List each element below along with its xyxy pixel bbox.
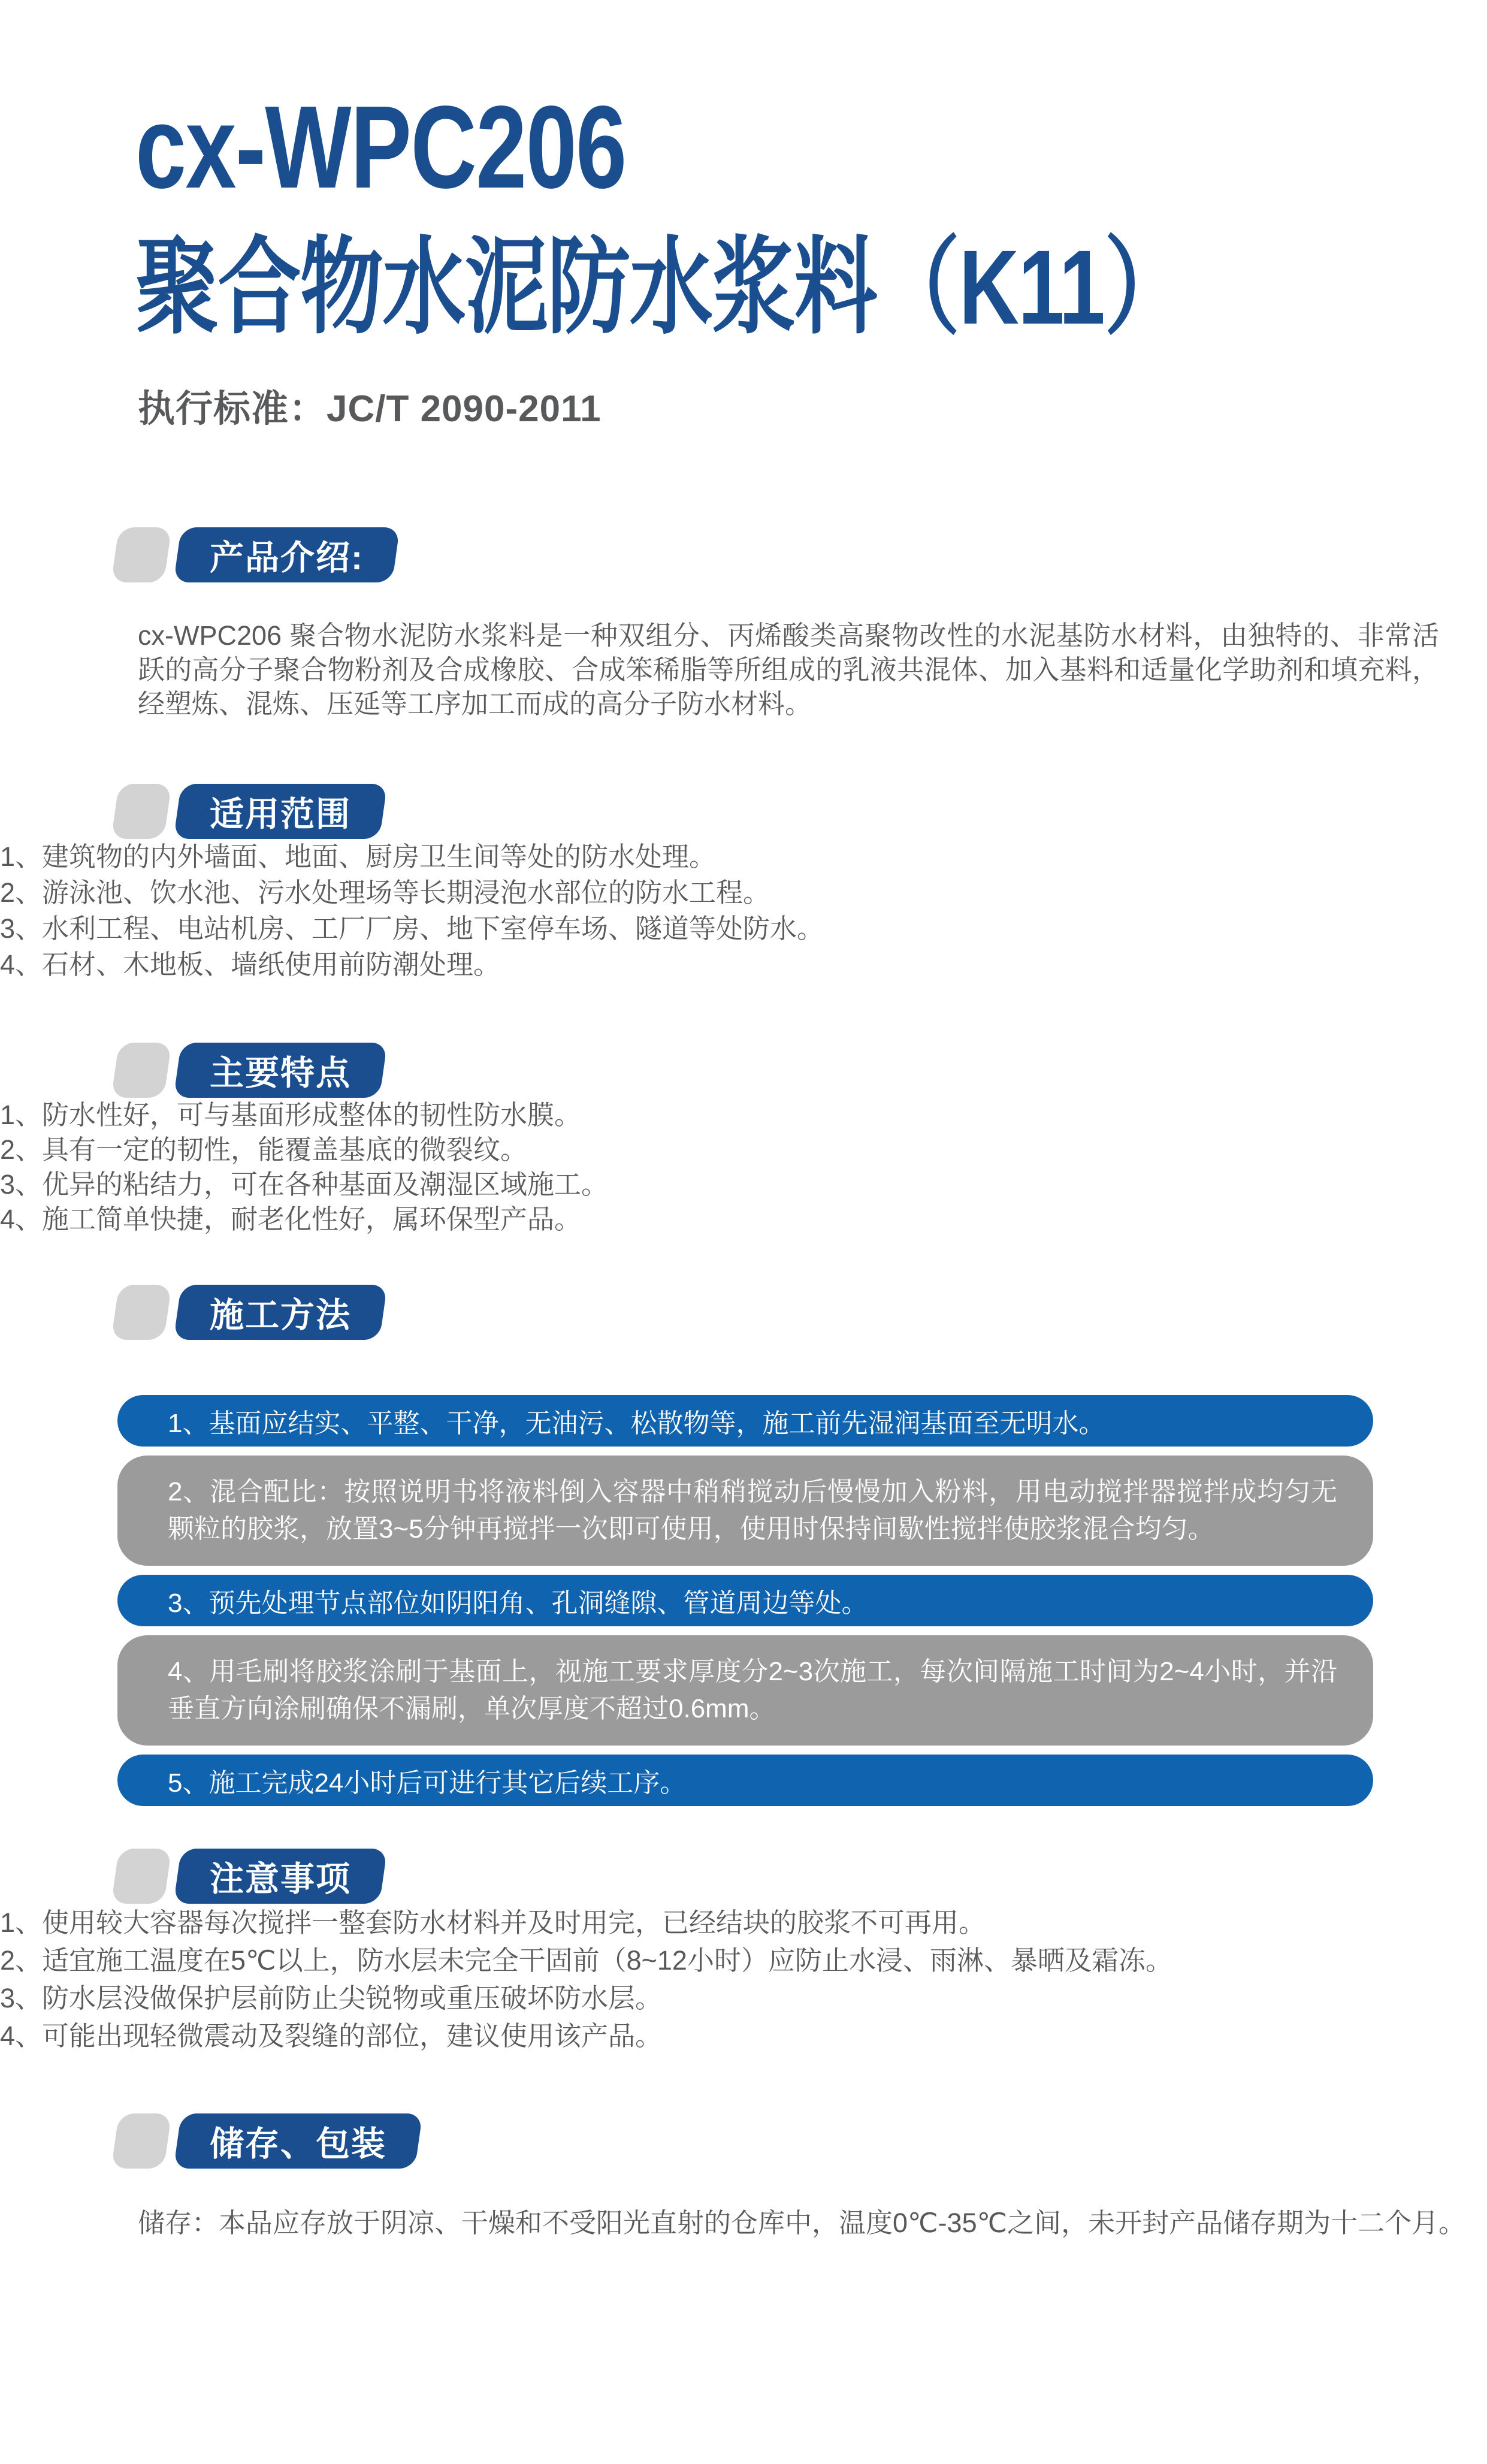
section-badge-storage (174, 2113, 423, 2169)
section-header-method (115, 1285, 1487, 1340)
accent-shape (111, 1043, 172, 1098)
method-step-pill: 3、预先处理节点部位如阴阳角、孔洞缝隙、管道周边等处。 (117, 1575, 1373, 1626)
section-header-scope (115, 784, 1487, 839)
page-title-model: cx-WPC206 (135, 81, 626, 213)
method-step-pill: 5、施工完成24小时后可进行其它后续工序。 (117, 1755, 1373, 1806)
section-badge-label: 主要特点 (210, 1053, 351, 1092)
section-badge-scope (174, 784, 388, 839)
intro-paragraph: cx-WPC206 聚合物水泥防水浆料是一种双组分、丙烯酸类高聚物改性的水泥基防水材料，由独特的、非常活跃的高分子聚合物粉剂及合成橡胶、合成笨稀脂等所组成的乳液共混体、加入基料和适量化学助剂和填充料，经塑炼、混炼、压延等工序加工而成的高分子防水材料。 (138, 620, 1439, 719)
section-badge-label: 注意事项 (210, 1859, 351, 1898)
scope-list (0, 839, 1487, 983)
section-header-storage (115, 2113, 1487, 2169)
accent-shape (111, 1849, 172, 1904)
section-header-features (115, 1043, 1487, 1098)
accent-shape (111, 1285, 172, 1340)
accent-shape (111, 784, 172, 839)
features-list (0, 1098, 1487, 1237)
section-badge-label: 产品介绍: (210, 538, 364, 577)
list-item: 2、具有一定的韧性，能覆盖基底的微裂纹。 (0, 1134, 528, 1165)
section-badge-label: 储存、包装 (210, 2124, 386, 2163)
list-item: 1、防水性好，可与基面形成整体的韧性防水膜。 (0, 1099, 582, 1130)
section-header-intro (115, 527, 1487, 582)
list-item: 3、水利工程、电站机房、工厂厂房、地下室停车场、隧道等处防水。 (0, 913, 824, 944)
section-badge-intro (174, 527, 400, 582)
list-item: 3、优异的粘结力，可在各种基面及潮湿区域施工。 (0, 1168, 609, 1200)
accent-shape (111, 527, 172, 582)
list-item: 4、可能出现轻微震动及裂缝的部位，建议使用该产品。 (0, 2020, 663, 2051)
list-item: 2、游泳池、饮水池、污水处理场等长期浸泡水部位的防水工程。 (0, 877, 770, 908)
list-item: 1、使用较大容器每次搅拌一整套防水材料并及时用完，已经结块的胶浆不可再用。 (0, 1907, 986, 1938)
accent-shape (111, 2113, 172, 2169)
list-item: 4、施工简单快捷，耐老化性好，属环保型产品。 (0, 1203, 582, 1234)
list-item: 3、防水层没做保护层前防止尖锐物或重压破坏防水层。 (0, 1982, 663, 2013)
section-badge-label: 施工方法 (210, 1296, 351, 1334)
notes-list (0, 1904, 1487, 2055)
list-item: 1、建筑物的内外墙面、地面、厨房卫生间等处的防水处理。 (0, 841, 717, 872)
section-badge-label: 适用范围 (210, 795, 351, 834)
section-header-notes (115, 1849, 1487, 1904)
method-steps (117, 1395, 1373, 1806)
section-badge-method (174, 1285, 388, 1340)
section-badge-notes (174, 1849, 388, 1904)
method-step-pill: 1、基面应结实、平整、干净，无油污、松散物等，施工前先湿润基面至无明水。 (117, 1395, 1373, 1447)
method-step-pill: 2、混合配比：按照说明书将液料倒入容器中稍稍搅动后慢慢加入粉料，用电动搅拌器搅拌成均匀无颗粒的胶浆，放置3~5分钟再搅拌一次即可使用，使用时保持间歇性搅拌使胶浆混合均匀。 (117, 1456, 1373, 1566)
standard-line: 执行标准：JC/T 2090-2011 (138, 388, 602, 430)
list-item: 2、适宜施工温度在5℃以上，防水层未完全干固前（8~12小时）应防止水浸、雨淋、暴晒及霜冻。 (0, 1944, 1172, 1976)
list-item: 4、石材、木地板、墙纸使用前防潮处理。 (0, 949, 501, 980)
method-step-pill: 4、用毛刷将胶浆涂刷于基面上，视施工要求厚度分2~3次施工，每次间隔施工时间为2~4小时，并沿垂直方向涂刷确保不漏刷，单次厚度不超过0.6mm。 (117, 1635, 1373, 1746)
section-badge-features (174, 1043, 388, 1098)
page-title-product-name: 聚合物水泥防水浆料（K11） (135, 229, 1187, 346)
storage-paragraph: 储存：本品应存放于阴凉、干燥和不受阳光直射的仓库中，温度0℃-35℃之间，未开封产品储存期为十二个月。 (138, 2207, 1466, 2238)
